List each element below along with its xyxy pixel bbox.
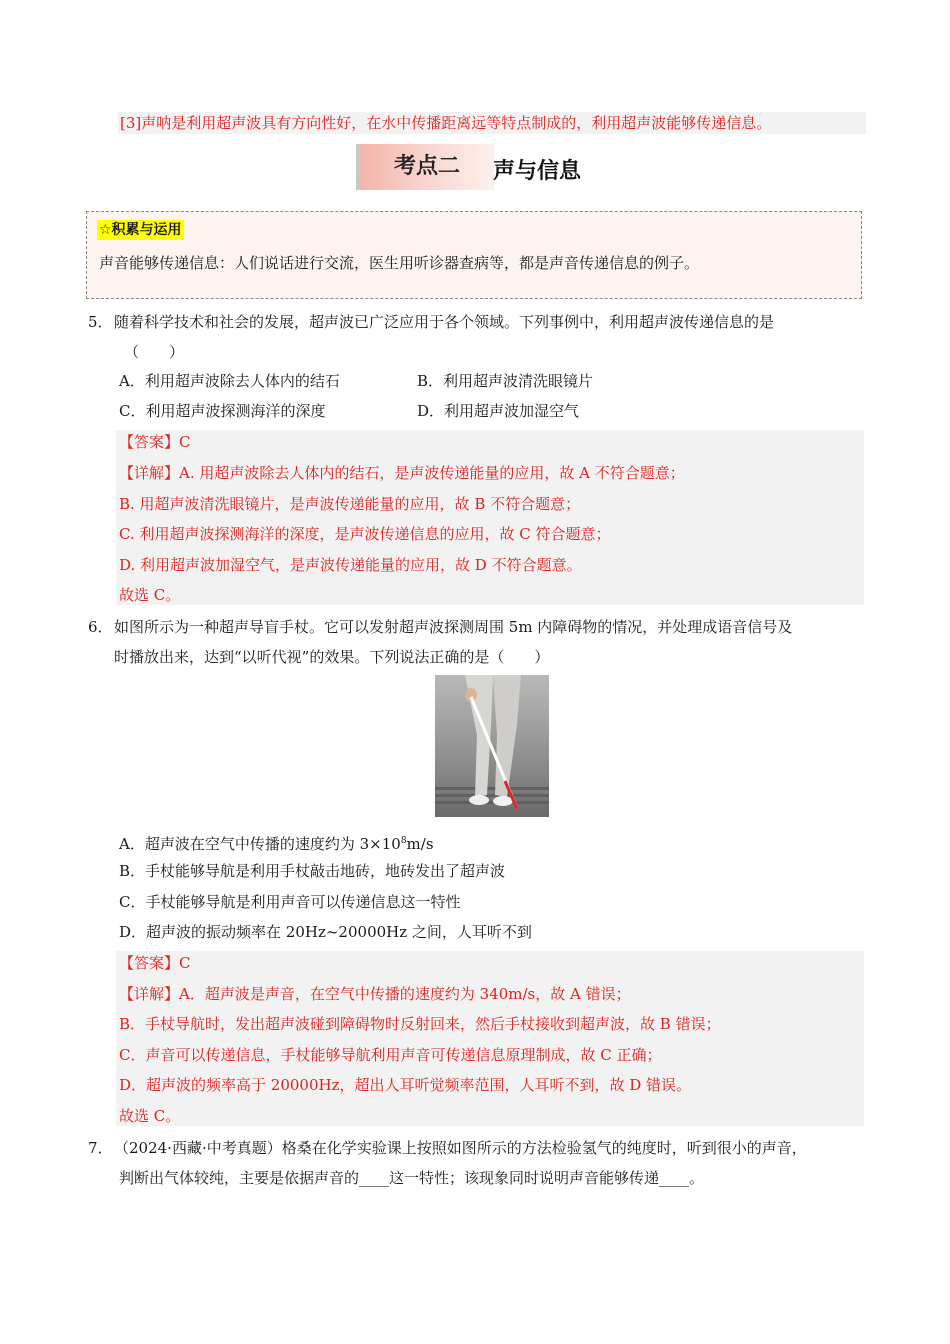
knowledge-box: [86, 211, 862, 299]
q5-option-c: C．利用超声波探测海洋的深度: [119, 402, 326, 420]
section-tag: 考点二: [356, 144, 494, 190]
q6-detail-1: 【详解】A．超声波是声音，在空气中传播的速度约为 340m/s，故 A 错误；: [119, 985, 631, 1003]
q5-number: 5．: [88, 313, 113, 331]
q6-answer: 【答案】C: [119, 954, 191, 972]
q5-stem-line1: 随着科学技术和社会的发展，超声波已广泛应用于各个领域。下列事例中，利用超声波传递信息的是: [114, 313, 775, 331]
q6-detail-5: 故选 C。: [119, 1107, 181, 1125]
q5-detail-3: C. 利用超声波探测海洋的深度，是声波传递信息的应用，故 C 符合题意；: [119, 525, 611, 543]
q6-stem-line2: 时播放出来，达到“以听代视”的效果。下列说法正确的是（ ）: [114, 648, 550, 666]
q5-stem-line2: （ ）: [124, 343, 185, 361]
q5-detail-4: D. 利用超声波加湿空气，是声波传递能量的应用，故 D 不符合题意。: [119, 556, 582, 574]
q5-detail-5: 故选 C。: [119, 586, 181, 604]
q5-option-b: B．利用超声波清洗眼镜片: [417, 372, 594, 390]
q6-stem-line1: 如图所示为一种超声导盲手杖。它可以发射超声波探测周围 5m 内障碍物的情况，并处理成语音信号及: [114, 618, 793, 636]
q5-answer: 【答案】C: [119, 433, 191, 451]
q6-detail-4: D．超声波的频率高于 20000Hz，超出人耳听觉频率范围，人耳听不到，故 D 错误。: [119, 1076, 692, 1094]
q7-stem-line1: （2024·西藏·中考真题）格桑在化学实验课上按照如图所示的方法检验氢气的纯度时，听到很小的声音，: [114, 1139, 807, 1157]
blind-cane-illustration: [435, 675, 549, 817]
q6-option-d: D．超声波的振动频率在 20Hz~20000Hz 之间，人耳听不到: [119, 923, 532, 941]
q5-option-a: A．利用超声波除去人体内的结石: [119, 372, 340, 390]
q6-detail-3: C．声音可以传递信息，手杖能够导航利用声音可传递信息原理制成，故 C 正确；: [119, 1046, 662, 1064]
section-heading: [356, 144, 656, 192]
q5-detail-2: B. 用超声波清洗眼镜片，是声波传递能量的应用，故 B 不符合题意；: [119, 495, 581, 513]
previous-answer-line: [3]声呐是利用超声波具有方向性好，在水中传播距离远等特点制成的，利用超声波能够传递信息。: [118, 112, 866, 134]
q6-option-a-unit: m/s: [406, 835, 434, 853]
blind-cane-image: [435, 675, 549, 817]
q5-detail-1: 【详解】A. 用超声波除去人体内的结石，是声波传递能量的应用，故 A 不符合题意；: [119, 464, 685, 482]
q6-option-a: [119, 826, 434, 859]
knowledge-box-label: ☆积累与运用: [99, 222, 182, 238]
q6-detail-2: B．手杖导航时，发出超声波碰到障碍物时反射回来，然后手杖接收到超声波，故 B 错误；: [119, 1015, 721, 1033]
q6-option-c: C．手杖能够导航是利用声音可以传递信息这一特性: [119, 893, 461, 911]
q6-option-b: B．手杖能够导航是利用手杖敲击地砖，地砖发出了超声波: [119, 862, 506, 880]
q7-stem-line2: 判断出气体较纯，主要是依据声音的____这一特性；该现象同时说明声音能够传递____。: [119, 1169, 705, 1187]
q6-option-a-exponent: 8: [400, 836, 407, 846]
q6-number: 6．: [88, 618, 113, 636]
q5-option-d: D．利用超声波加湿空气: [417, 402, 580, 420]
section-title: 声与信息: [493, 159, 582, 184]
q7-number: 7．: [88, 1139, 113, 1157]
q6-option-a-text: A．超声波在空气中传播的速度约为 3×10: [119, 835, 401, 853]
knowledge-box-text: 声音能够传递信息：人们说话进行交流，医生用听诊器查病等，都是声音传递信息的例子。: [99, 254, 700, 272]
